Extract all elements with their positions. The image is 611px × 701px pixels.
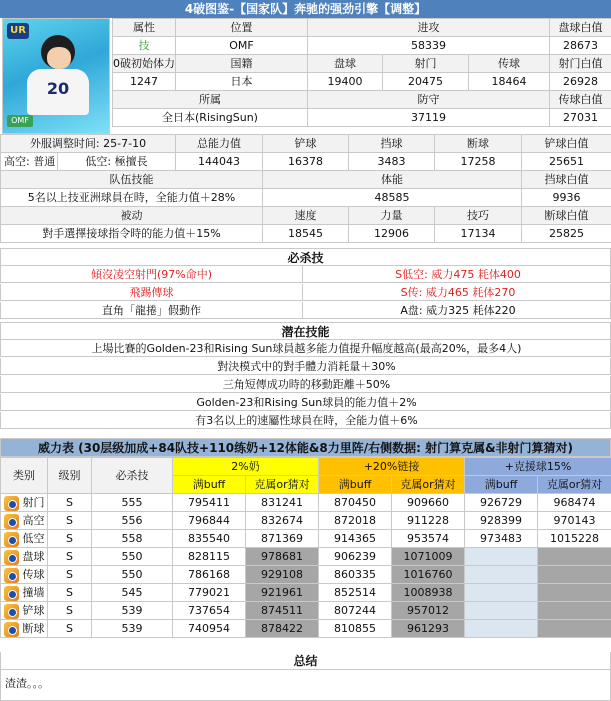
skill-type-icon: [4, 514, 19, 529]
player-face: [47, 47, 71, 69]
position-badge: OMF: [7, 115, 33, 127]
high-ball-value: 高空: 普通: [1, 153, 58, 171]
label-attribute: 属性: [113, 19, 176, 37]
category-cell: [1, 620, 48, 638]
latent-row: [0, 358, 611, 375]
latent-text: Golden-23和Rising Sun球員的能力值＋2%: [196, 396, 417, 409]
power-value-cell: 961293: [392, 620, 465, 638]
category-cell: [1, 602, 48, 620]
jersey-number: 20: [27, 69, 89, 115]
defense-value: 37119: [308, 109, 550, 127]
label-power: 力量: [349, 207, 435, 225]
latent-text: 上場比賽的Golden-23和Rising Sun球員越多能力值提升幅度越高(最高20%，最多4人): [91, 342, 522, 355]
label-tackle: 铲球: [263, 135, 349, 153]
skill-type-icon: [4, 622, 19, 637]
power-table: [0, 457, 611, 638]
team-skill-value: 5名以上技亚洲球員在時，全能力值＋28%: [1, 189, 263, 207]
team-value: 全日本(RisingSun): [113, 109, 308, 127]
power-value-cell: 921961: [246, 584, 319, 602]
power-value-cell: 874511: [246, 602, 319, 620]
power-value-cell: 978681: [246, 548, 319, 566]
latent-text: 三角短傳成功時的移動距離＋50%: [222, 378, 391, 391]
power-value-cell: 970143: [538, 512, 611, 530]
skill-name: 直角「龍捲」假動作: [102, 304, 201, 317]
power-value-cell: 911228: [392, 512, 465, 530]
skill-type-icon: [4, 496, 19, 511]
skill-power-cell: 550: [92, 566, 173, 584]
category-cell: [1, 566, 48, 584]
power-value-cell: 973483: [465, 530, 538, 548]
technique-value: 17134: [435, 225, 522, 243]
label-stamina: 体能: [263, 171, 522, 189]
base-stats-table: [112, 18, 611, 127]
shoot-value: 20475: [383, 73, 469, 91]
power-value-cell: 1008938: [392, 584, 465, 602]
power-value-cell: 1015228: [538, 530, 611, 548]
pass-white-value: 27031: [550, 109, 611, 127]
stamina-value: 48585: [263, 189, 522, 207]
col-skill: 必杀技: [92, 458, 173, 494]
label-shoot-white: 射门白值: [550, 55, 611, 73]
power-value-cell: [465, 548, 538, 566]
power-value-cell: 796844: [173, 512, 246, 530]
power-value-cell: 1071009: [392, 548, 465, 566]
skill-type-icon: [4, 568, 19, 583]
category-label: 射门: [22, 496, 45, 509]
power-table-title: 威力表 (30层级加成+84队技+110练奶+12体能&8力里阵/右侧数据: 射门算克属&非射门算猜对): [0, 438, 611, 457]
power-value-cell: 878422: [246, 620, 319, 638]
power-value-cell: 906239: [319, 548, 392, 566]
power-value-cell: [538, 602, 611, 620]
power-value-cell: 909660: [392, 494, 465, 512]
label-attack: 进攻: [308, 19, 550, 37]
skill-power-cell: 539: [92, 620, 173, 638]
skills-header: 必杀技: [0, 248, 611, 266]
skill-power: S低空: 威力475 耗体400: [302, 266, 611, 283]
power-value-cell: [465, 566, 538, 584]
col-category: 类别: [1, 458, 48, 494]
group-milk: 2%奶: [173, 458, 319, 476]
intercept-value: 17258: [435, 153, 522, 171]
rarity-badge: UR: [7, 23, 29, 39]
sub-full-buff: 满buff: [173, 476, 246, 494]
total-ability-value: 144043: [176, 153, 263, 171]
level-cell: S: [48, 602, 92, 620]
power-row: [1, 602, 611, 620]
skill-type-icon: [4, 550, 19, 565]
skill-name: 飛踢傳球: [129, 286, 174, 299]
skill-row: [0, 302, 611, 319]
latent-row: [0, 376, 611, 393]
power-value-cell: 926729: [465, 494, 538, 512]
power-value-cell: 740954: [173, 620, 246, 638]
label-pass-white: 传球白值: [550, 91, 611, 109]
page-title: 4破图鉴-【国家队】奔驰的强劲引擎【调整】: [0, 0, 611, 18]
label-speed: 速度: [263, 207, 349, 225]
group-counter: +克援球15%: [465, 458, 611, 476]
latent-text: 對決模式中的對手體力消耗量＋30%: [217, 360, 396, 373]
pass-value: 18464: [469, 73, 550, 91]
label-team: 所属: [113, 91, 308, 109]
label-dribble: 盘球: [308, 55, 383, 73]
level-cell: S: [48, 620, 92, 638]
power-value-cell: 870450: [319, 494, 392, 512]
category-label: 铲球: [22, 604, 45, 617]
power-value-cell: 807244: [319, 602, 392, 620]
attack-value: 58339: [308, 37, 550, 55]
sub-counter-guess: 克属or猜对: [538, 476, 611, 494]
latent-text: 有3名以上的速屬性球員在時，全能力值＋6%: [195, 414, 418, 427]
label-dribble-white: 盘球白值: [550, 19, 611, 37]
skill-power-cell: 558: [92, 530, 173, 548]
tackle-value: 16378: [263, 153, 349, 171]
power-value-cell: [538, 548, 611, 566]
power-value-cell: 872018: [319, 512, 392, 530]
power-value-cell: 786168: [173, 566, 246, 584]
power-value-cell: 810855: [319, 620, 392, 638]
level-cell: S: [48, 548, 92, 566]
skill-power-cell: 539: [92, 602, 173, 620]
category-cell: [1, 494, 48, 512]
power-value-cell: 914365: [319, 530, 392, 548]
sub-full-buff: 满buff: [465, 476, 538, 494]
label-intercept: 断球: [435, 135, 522, 153]
skill-row: [0, 266, 611, 283]
dribble-white-value: 28673: [550, 37, 611, 55]
summary-text: 渣渣。。。: [0, 670, 611, 701]
block-white-value: 9936: [522, 189, 611, 207]
level-cell: S: [48, 512, 92, 530]
category-cell: [1, 548, 48, 566]
power-value-cell: 871369: [246, 530, 319, 548]
category-label: 低空: [22, 532, 45, 545]
speed-value: 18545: [263, 225, 349, 243]
label-position: 位置: [176, 19, 308, 37]
label-block: 挡球: [349, 135, 435, 153]
power-value-cell: 957012: [392, 602, 465, 620]
tackle-white-value: 25651: [522, 153, 611, 171]
player-card: [2, 18, 110, 134]
power-value-cell: 928399: [465, 512, 538, 530]
label-total-ability: 总能力值: [176, 135, 263, 153]
skill-power: A盘: 威力325 耗体220: [302, 302, 611, 319]
label-initial-stamina: 0破初始体力: [113, 55, 176, 73]
category-label: 盘球: [22, 550, 45, 563]
power-value-cell: [465, 620, 538, 638]
skill-power-cell: 550: [92, 548, 173, 566]
label-nationality: 国籍: [176, 55, 308, 73]
power-row: [1, 530, 611, 548]
label-pass: 传球: [469, 55, 550, 73]
power-value-cell: [538, 584, 611, 602]
sub-counter-guess: 克属or猜对: [246, 476, 319, 494]
dribble-value: 19400: [308, 73, 383, 91]
latent-row: [0, 412, 611, 429]
level-cell: S: [48, 530, 92, 548]
label-shoot: 射门: [383, 55, 469, 73]
power-value-cell: [465, 602, 538, 620]
intercept-white-value: 25825: [522, 225, 611, 243]
skill-power: S传: 威力465 耗体270: [302, 284, 611, 301]
power-row: [1, 620, 611, 638]
power-value-cell: 953574: [392, 530, 465, 548]
skill-power-cell: 556: [92, 512, 173, 530]
block-value: 3483: [349, 153, 435, 171]
label-intercept-white: 断球白值: [522, 207, 611, 225]
label-team-skill: 队伍技能: [1, 171, 263, 189]
power-value: 12906: [349, 225, 435, 243]
skill-name: 傾沒凌空射門(97%命中): [90, 268, 213, 281]
power-value-cell: 737654: [173, 602, 246, 620]
skill-type-icon: [4, 532, 19, 547]
power-value-cell: 1016760: [392, 566, 465, 584]
power-value-cell: 835540: [173, 530, 246, 548]
power-value-cell: 852514: [319, 584, 392, 602]
level-cell: S: [48, 584, 92, 602]
power-value-cell: 831241: [246, 494, 319, 512]
skill-power-cell: 555: [92, 494, 173, 512]
power-value-cell: 832674: [246, 512, 319, 530]
col-level: 级别: [48, 458, 92, 494]
power-value-cell: [465, 584, 538, 602]
label-tackle-white: 铲球白值: [522, 135, 611, 153]
category-cell: [1, 530, 48, 548]
power-value-cell: 968474: [538, 494, 611, 512]
position-value: OMF: [176, 37, 308, 55]
latent-row: [0, 394, 611, 411]
sub-counter-guess: 克属or猜对: [392, 476, 465, 494]
power-value-cell: 779021: [173, 584, 246, 602]
attribute-value: 技: [113, 37, 176, 55]
latent-header: 潜在技能: [0, 322, 611, 340]
power-value-cell: 929108: [246, 566, 319, 584]
category-label: 撞墙: [22, 586, 45, 599]
label-technique: 技巧: [435, 207, 522, 225]
level-cell: S: [48, 566, 92, 584]
power-row: [1, 548, 611, 566]
low-ball-value: 低空: 極擅長: [58, 153, 176, 171]
latent-row: [0, 340, 611, 357]
label-adjust-date: 外服调整时间: 25-7-10: [1, 135, 176, 153]
category-label: 断球: [22, 622, 45, 635]
label-defense: 防守: [308, 91, 550, 109]
label-block-white: 挡球白值: [522, 171, 611, 189]
shoot-white-value: 26928: [550, 73, 611, 91]
power-row: [1, 584, 611, 602]
initial-stamina-value: 1247: [113, 73, 176, 91]
power-row: [1, 494, 611, 512]
sub-full-buff: 满buff: [319, 476, 392, 494]
power-row: [1, 512, 611, 530]
skill-type-icon: [4, 586, 19, 601]
group-link: +20%链接: [319, 458, 465, 476]
power-value-cell: 828115: [173, 548, 246, 566]
power-value-cell: 860335: [319, 566, 392, 584]
skill-type-icon: [4, 604, 19, 619]
ability-table: [0, 134, 611, 243]
skill-power-cell: 545: [92, 584, 173, 602]
label-passive: 被动: [1, 207, 263, 225]
power-value-cell: 795411: [173, 494, 246, 512]
power-value-cell: [538, 620, 611, 638]
category-label: 传球: [22, 568, 45, 581]
level-cell: S: [48, 494, 92, 512]
power-value-cell: [538, 566, 611, 584]
category-cell: [1, 512, 48, 530]
skill-row: [0, 284, 611, 301]
passive-value: 對手選擇接球指令時的能力值＋15%: [1, 225, 263, 243]
category-label: 高空: [22, 514, 45, 527]
summary-header: 总结: [0, 652, 611, 670]
nationality-value: 日本: [176, 73, 308, 91]
category-cell: [1, 584, 48, 602]
power-row: [1, 566, 611, 584]
